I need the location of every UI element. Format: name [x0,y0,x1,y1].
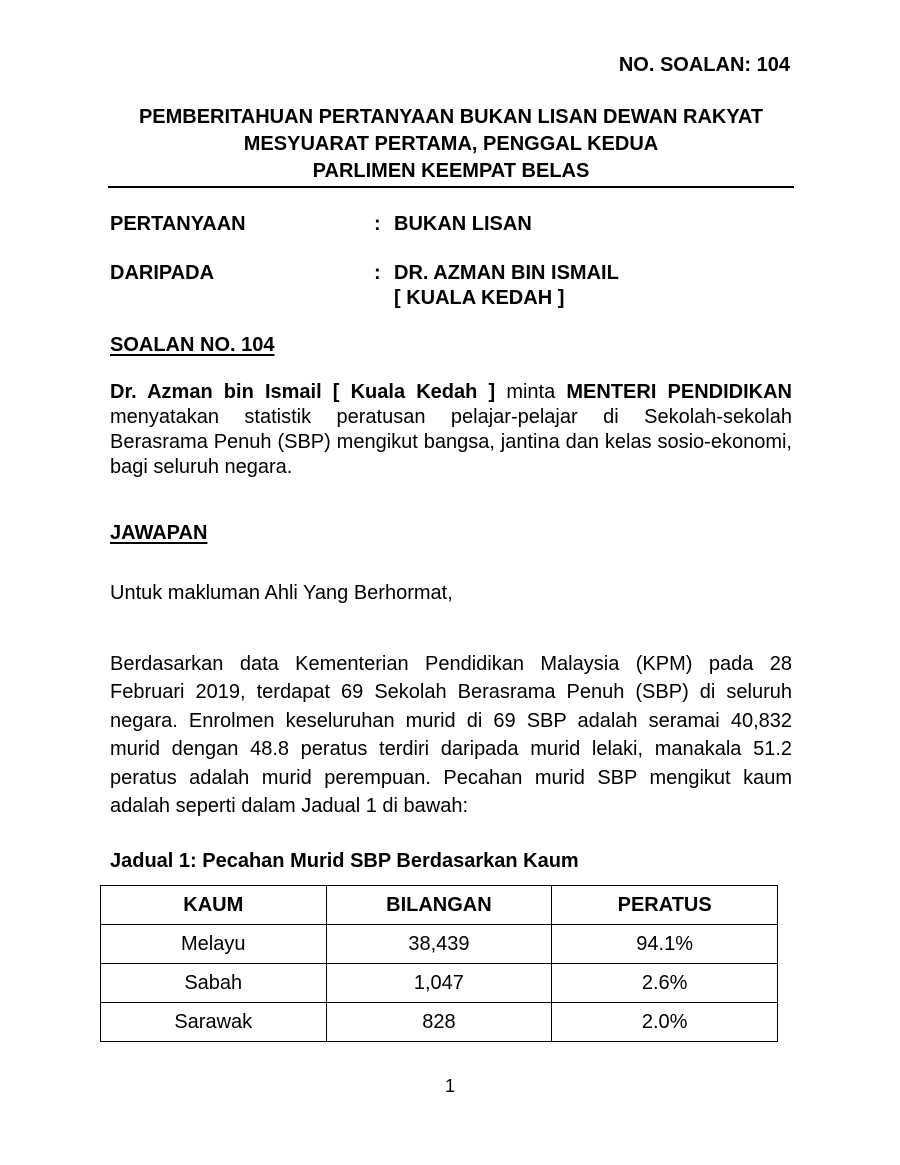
question-text [110,380,792,480]
question-body: menyatakan statistik peratusan pelajar-pelajar di Sekolah-sekolah Berasrama Penuh (SBP) mengikut bangsa, jantina dan kelas sosio-ekonomi, bagi seluruh negara. [110,406,792,478]
question-minister: MENTERI PENDIDIKAN [566,381,792,403]
header-line-1: PEMBERITAHUAN PERTANYAAN BUKAN LISAN DEWAN RAKYAT [138,106,764,128]
cell-peratus: 94.1% [552,925,778,964]
question-heading: SOALAN NO. 104 [110,334,275,356]
cell-kaum: Sabah [101,964,327,1003]
cell-peratus: 2.0% [552,1003,778,1042]
table-row [101,1003,778,1042]
daripada-value-name: DR. AZMAN BIN ISMAIL [394,262,619,284]
table-caption: Jadual 1: Pecahan Murid SBP Berdasarkan Kaum [110,850,579,872]
cell-peratus: 2.6% [552,964,778,1003]
soalan-number: NO. SOALAN: 104 [618,54,790,76]
daripada-value-constituency: [ KUALA KEDAH ] [394,287,565,309]
header-peratus: PERATUS [552,886,778,925]
cell-kaum: Sarawak [101,1003,327,1042]
pertanyaan-colon: : [374,213,381,235]
cell-bilangan: 828 [326,1003,552,1042]
daripada-label: DARIPADA [110,262,215,284]
cell-bilangan: 38,439 [326,925,552,964]
document-header [108,104,794,185]
cell-kaum: Melayu [101,925,327,964]
header-kaum: KAUM [101,886,327,925]
header-line-3: PARLIMEN KEEMPAT BELAS [312,160,590,182]
question-verb: minta [495,381,567,403]
answer-heading: JAWAPAN [110,522,208,544]
table-header-row [101,886,778,925]
answer-paragraph: Berdasarkan data Kementerian Pendidikan Malaysia (KPM) pada 28 Februari 2019, terdapat 69 Sekolah Berasrama Penuh (SBP) di seluruh negara. Enrolmen keseluruhan murid di 69 SBP adalah seramai 40,832 murid dengan 48.8 peratus terdiri daripada murid lelaki, manakala 51.2 peratus adalah murid perempuan. Pecahan murid SBP mengikut kaum adalah seperti dalam Jadual 1 di bawah: [110,653,792,818]
daripada-colon: : [374,262,381,284]
cell-bilangan: 1,047 [326,964,552,1003]
pertanyaan-value: BUKAN LISAN [394,213,532,235]
greeting: Untuk makluman Ahli Yang Berhormat, [110,582,453,604]
pertanyaan-label: PERTANYAAN [110,213,246,235]
table-row [101,925,778,964]
table-row [101,964,778,1003]
kaum-table [100,885,778,1042]
header-divider [108,186,794,188]
question-asker: Dr. Azman bin Ismail [ Kuala Kedah ] [110,381,496,403]
header-line-2: MESYUARAT PERTAMA, PENGGAL KEDUA [243,133,659,155]
header-bilangan: BILANGAN [326,886,552,925]
page-number: 1 [444,1076,455,1096]
